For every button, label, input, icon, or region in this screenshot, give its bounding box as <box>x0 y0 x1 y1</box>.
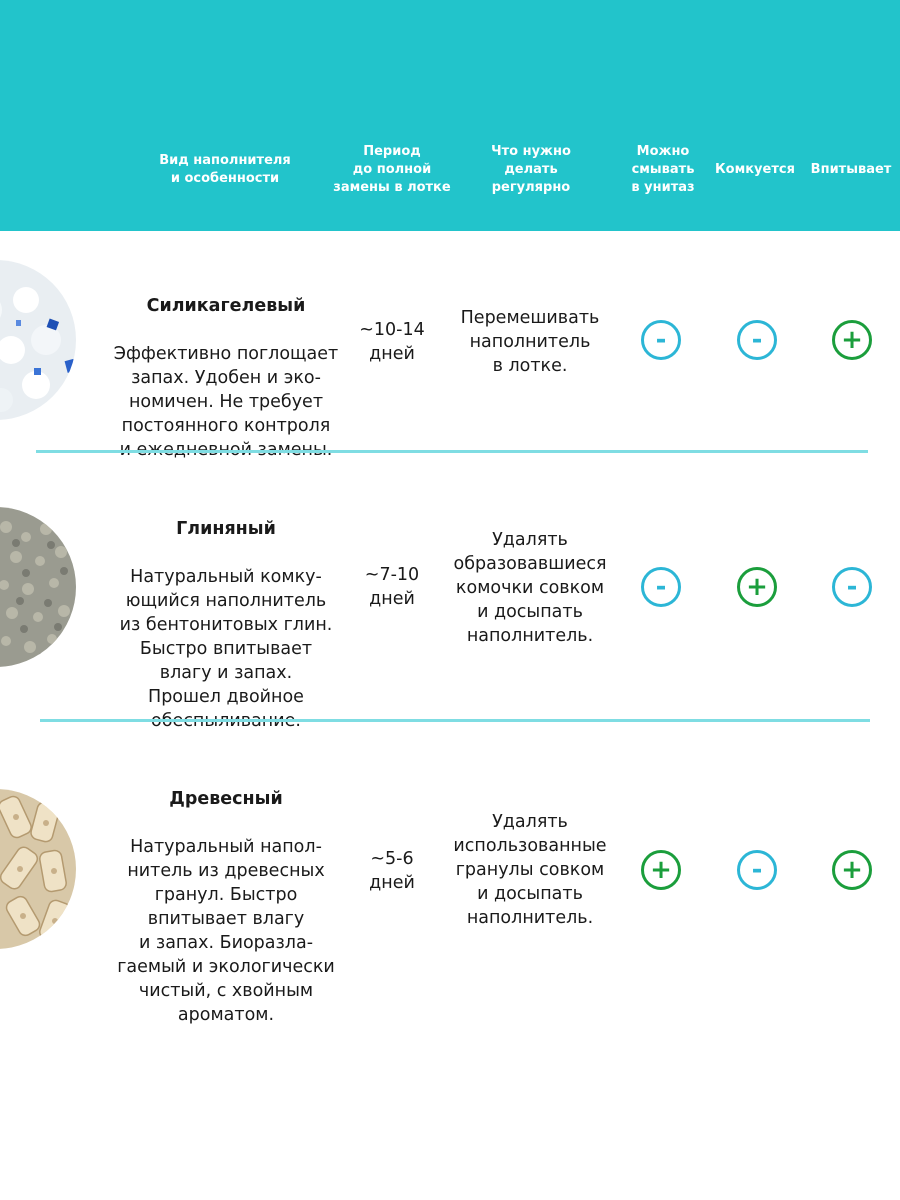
row-description <box>104 763 348 1027</box>
header-col-flush: Можно смывать в унитаз <box>631 144 695 195</box>
clay-granules-icon <box>0 507 76 667</box>
row-description-text: Натуральный комку- ющийся наполнитель из бентонитовых глин. Быстро впитывает влагу и запах. Прошел двойное <box>119 567 333 707</box>
row-description <box>104 270 348 462</box>
row-title: Глиняный <box>176 519 276 539</box>
row-title: Древесный <box>169 789 283 809</box>
clump-minus-icon: - <box>737 850 777 890</box>
row-todo: Удалять образовавшиеся комочки совком и досыпать наполнитель. <box>453 530 607 646</box>
silica-gel-granules-icon <box>0 260 76 420</box>
row-divider <box>40 719 870 722</box>
table-row <box>0 232 900 452</box>
row-title: Силикагелевый <box>146 296 306 316</box>
row-todo: Удалять использованные гранулы совком и досыпать наполнитель. <box>453 812 607 928</box>
absorb-minus-icon: - <box>832 567 872 607</box>
flush-minus-icon: - <box>641 567 681 607</box>
header-col-type: Вид наполнителя и особенности <box>159 153 291 186</box>
table-row <box>0 455 900 720</box>
wood-pellets-icon <box>0 789 76 949</box>
row-period: ~10-14 дней <box>359 320 425 364</box>
clump-plus-icon: + <box>737 567 777 607</box>
header-col-clump: Комкуется <box>715 162 795 177</box>
row-divider <box>36 450 868 453</box>
table-header <box>0 0 900 231</box>
header-col-todo: Что нужно делать регулярно <box>491 144 571 195</box>
row-period: ~5-6 дней <box>369 849 415 893</box>
row-description <box>104 493 348 733</box>
flush-minus-icon: - <box>641 320 681 360</box>
row-todo: Перемешивать наполнитель в лотке. <box>460 308 600 376</box>
row-description-text: Эффективно поглощает запах. Удобен и эко- номичен. Не требует постоянного контроля <box>113 344 339 436</box>
row-description-text: Натуральный напол- нитель из древесных гранул. Быстро впитывает влагу и запах. Биоразла- гаемый и экологически чистый, с хвойным ароматом. <box>117 837 335 1025</box>
clump-minus-icon: - <box>737 320 777 360</box>
header-col-absorb: Впитывает <box>810 162 892 177</box>
header-col-period: Период до полной замены в лотке <box>333 144 451 195</box>
row-period: ~7-10 дней <box>364 565 420 609</box>
flush-plus-icon: + <box>641 850 681 890</box>
table-row <box>0 725 900 1025</box>
absorb-plus-icon: + <box>832 320 872 360</box>
absorb-plus-icon: + <box>832 850 872 890</box>
